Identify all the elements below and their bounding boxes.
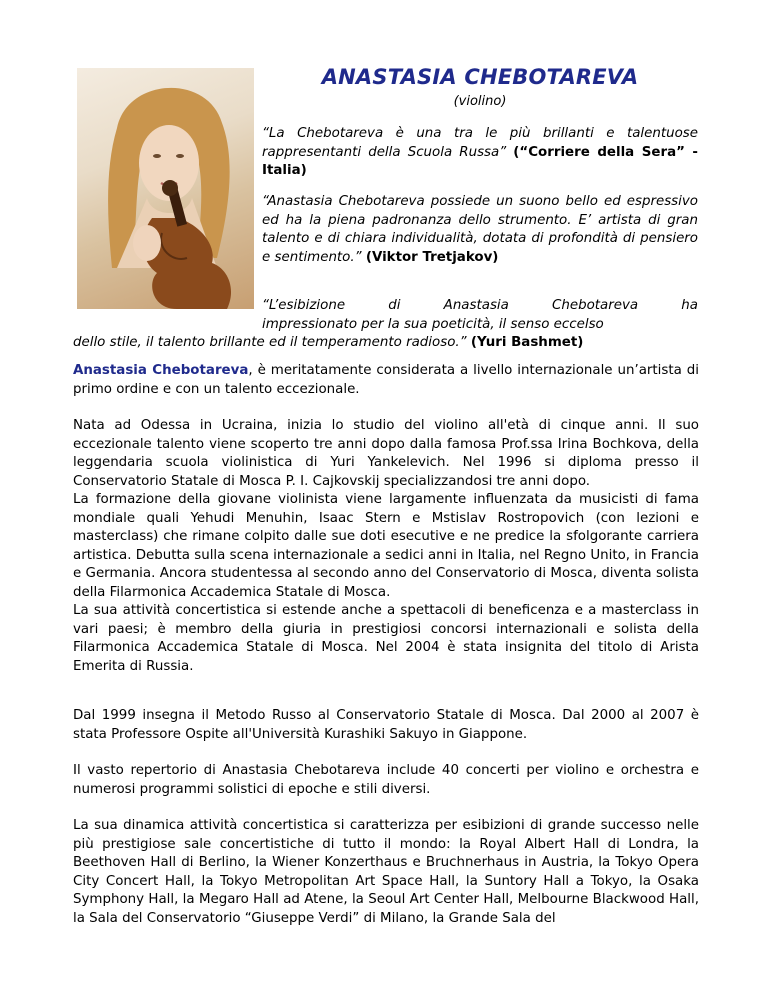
biography-paragraph	[73, 417, 699, 676]
page-title: ANASTASIA CHEBOTAREVA	[321, 65, 639, 89]
intro-paragraph	[73, 362, 699, 399]
violinist-portrait-image	[77, 68, 254, 309]
artist-name: Anastasia Chebotareva	[73, 363, 249, 378]
quote-source: (Yuri Bashmet)	[470, 335, 584, 350]
quote-line-3-text: dello stile, il talento brillante ed il temperamento radioso.”	[73, 335, 467, 350]
quote-line-3	[73, 334, 698, 353]
quote-text: “La Chebotareva è una tra le più brillanti e talentuose rappresentanti della Scuola Russa”	[262, 126, 698, 160]
concert-halls-paragraph: La sua dinamica attività concertistica si caratterizza per esibizioni di grande successo nelle più prestigiose sale concertistiche di tutto il mondo: la Royal Albert Hall di Londra, la Beethoven Hall di Berlino, la Wiener Konzerthaus e Bruchnerhaus in Austria, la Tokyo Opera City Concert Hall, la Tokyo Metropolitan Art Space Hall, la Suntory Hall a Tokyo, la Osaka Symphony Hall, la Megaro Hall ad Atene, la Seoul Art Center Hall, Melbourne Blackwood Hall, la Sala del Conservatorio “Giuseppe Verdi” di Milano, la Grande Sala del	[73, 818, 699, 926]
biography-text-2: La formazione della giovane violinista viene largamente influenzata da musicisti di fama mondiale quali Yehudi Menuhin, Isaac Stern e Mstislav Rostropovich (con lezioni e masterclass) che rimane colpito dalle sue doti esecutive e ne predice la sfolgorante carriera artistica. Debutta sulla scena internazionale a sedici anni in Italia, nel Regno Unito, in Francia e Germania. Ancora studentessa al secondo anno del Conservatorio di Mosca, diventa solista della Filarmonica Accademica Statale di Mosca.	[73, 492, 699, 600]
teaching-paragraph: Dal 1999 insegna il Metodo Russo al Conservatorio Statale di Mosca. Dal 2000 al 2007 è stata Professore Ospite all'Università Kurashiki Sakuyo in Giappone.	[73, 708, 699, 742]
quote-bashmet	[73, 297, 698, 353]
repertoire-paragraph: Il vasto repertorio di Anastasia Chebotareva include 40 concerti per violino e orchestra e numerosi programmi solistici di epoche e stili diversi.	[73, 763, 699, 797]
quote-source: (Viktor Tretjakov)	[365, 249, 499, 265]
biography-text-1: Nata ad Odessa in Ucraina, inizia lo studio del violino all'età di cinque anni. Il suo eccezionale talento viene scoperto tre anni dopo dalla famosa Prof.ssa Irina Bochkova, della leggendaria scuola violinistica di Yuri Yankelevich. Nel 1996 si diploma presso il Conservatorio Statale di Mosca P. I. Cajkovskij specializzandosi tre anni dopo.	[73, 418, 699, 489]
biography-text-3: La sua attività concertistica si estende anche a spettacoli di beneficenza e a masterclass in vari paesi; è membro della giuria in prestigiosi concorsi internazionali e solista della Filarmonica Accademica Statale di Mosca. Nel 2004 è stata insignita del titolo di Arista Emerita di Russia.	[73, 603, 699, 674]
quote-text: “Anastasia Chebotareva possiede un suono bello ed espressivo ed ha la piena padronanza dello strumento. E’ artista di gran talento e di chiara individualità, dotata di profondità di pensiero e sentimento.”	[262, 194, 698, 265]
portrait-photo	[77, 68, 254, 309]
quote-line-1: “L’esibizione di Anastasia Chebotareva ha	[262, 298, 698, 313]
intro-text: , è meritatamente considerata a livello internazionale un’artista di primo ordine e con un talento eccezionale.	[73, 363, 699, 397]
quote-tretjakov	[262, 193, 698, 267]
page-subtitle: (violino)	[453, 94, 507, 109]
quote-corriere	[262, 125, 698, 181]
quote-source: (“Corriere della Sera” - Italia)	[262, 144, 698, 178]
quote-line-2: impressionato per la sua poeticità, il senso eccelso	[262, 316, 604, 332]
